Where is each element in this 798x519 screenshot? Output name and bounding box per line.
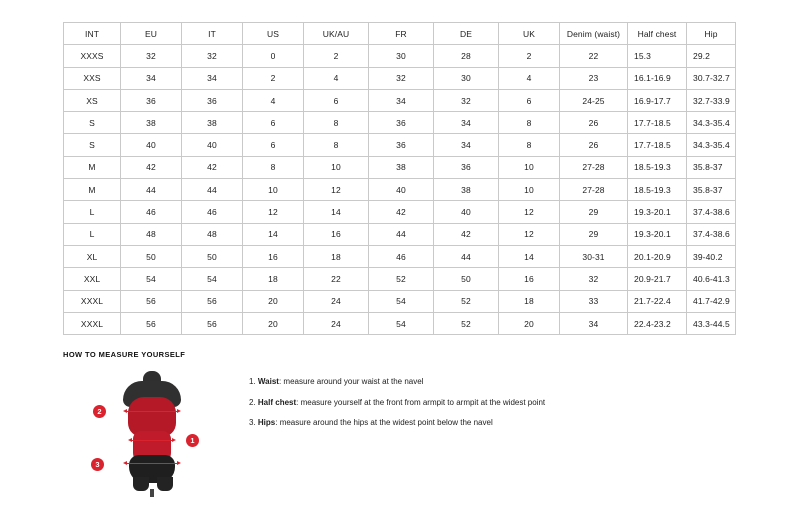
cell-eu: 48 xyxy=(121,223,182,245)
cell-half-chest: 21.7-22.4 xyxy=(628,290,687,312)
cell-denim-waist: 26 xyxy=(560,112,628,134)
hip-measure-arrow-icon xyxy=(126,463,178,464)
cell-uk-au: 8 xyxy=(304,134,369,156)
cell-uk-au: 10 xyxy=(304,156,369,178)
mannequin-torso-icon xyxy=(121,371,183,489)
cell-de: 42 xyxy=(434,223,499,245)
cell-int: L xyxy=(64,223,121,245)
cell-fr: 34 xyxy=(369,89,434,111)
cell-it: 42 xyxy=(182,156,243,178)
cell-de: 52 xyxy=(434,312,499,334)
cell-us: 10 xyxy=(243,179,304,201)
cell-de: 28 xyxy=(434,45,499,67)
cell-half-chest: 19.3-20.1 xyxy=(628,201,687,223)
list-item xyxy=(249,418,545,428)
cell-int: XXXL xyxy=(64,312,121,334)
cell-de: 30 xyxy=(434,67,499,89)
mannequin-leg-right xyxy=(157,477,173,491)
step-term: Half chest xyxy=(257,397,297,407)
waist-measure-arrow-icon xyxy=(131,440,173,441)
mannequin-figure xyxy=(63,367,243,497)
size-table-container xyxy=(63,22,735,335)
half-chest-measure-arrow-icon xyxy=(126,411,178,412)
cell-eu: 44 xyxy=(121,179,182,201)
badge-half-chest: 2 xyxy=(93,405,106,418)
cell-int: M xyxy=(64,156,121,178)
column-header-fr: FR xyxy=(369,23,434,45)
cell-denim-waist: 24-25 xyxy=(560,89,628,111)
cell-fr: 54 xyxy=(369,312,434,334)
cell-denim-waist: 29 xyxy=(560,201,628,223)
cell-fr: 36 xyxy=(369,134,434,156)
cell-uk: 6 xyxy=(499,89,560,111)
cell-it: 56 xyxy=(182,290,243,312)
cell-uk-au: 16 xyxy=(304,223,369,245)
cell-uk: 4 xyxy=(499,67,560,89)
cell-it: 56 xyxy=(182,312,243,334)
cell-denim-waist: 34 xyxy=(560,312,628,334)
cell-uk-au: 6 xyxy=(304,89,369,111)
step-number: 2. xyxy=(249,397,256,407)
column-header-de: DE xyxy=(434,23,499,45)
column-header-int: INT xyxy=(64,23,121,45)
cell-us: 20 xyxy=(243,312,304,334)
cell-half-chest: 19.3-20.1 xyxy=(628,223,687,245)
size-table-head xyxy=(64,23,736,45)
step-term: Waist xyxy=(257,377,279,386)
table-row xyxy=(64,67,736,89)
cell-hip: 32.7-33.9 xyxy=(687,89,736,111)
cell-hip: 43.3-44.5 xyxy=(687,312,736,334)
cell-hip: 37.4-38.6 xyxy=(687,201,736,223)
cell-uk: 8 xyxy=(499,112,560,134)
column-header-denim-waist: Denim (waist) xyxy=(560,23,628,45)
cell-de: 34 xyxy=(434,134,499,156)
table-row xyxy=(64,112,736,134)
cell-half-chest: 15.3 xyxy=(628,45,687,67)
cell-int: XS xyxy=(64,89,121,111)
cell-uk: 10 xyxy=(499,179,560,201)
cell-uk-au: 14 xyxy=(304,201,369,223)
cell-half-chest: 17.7-18.5 xyxy=(628,134,687,156)
measure-steps-list xyxy=(249,367,545,439)
table-row xyxy=(64,156,736,178)
cell-it: 50 xyxy=(182,245,243,267)
cell-int: XXL xyxy=(64,268,121,290)
size-table xyxy=(63,22,736,335)
cell-eu: 40 xyxy=(121,134,182,156)
column-header-uk: UK xyxy=(499,23,560,45)
cell-de: 40 xyxy=(434,201,499,223)
cell-it: 46 xyxy=(182,201,243,223)
column-header-hip: Hip xyxy=(687,23,736,45)
cell-uk-au: 22 xyxy=(304,268,369,290)
step-term: Hips xyxy=(257,418,276,428)
cell-denim-waist: 29 xyxy=(560,223,628,245)
table-row xyxy=(64,268,736,290)
cell-uk-au: 24 xyxy=(304,290,369,312)
cell-fr: 36 xyxy=(369,112,434,134)
cell-hip: 37.4-38.6 xyxy=(687,223,736,245)
cell-fr: 32 xyxy=(369,67,434,89)
cell-half-chest: 20.1-20.9 xyxy=(628,245,687,267)
cell-fr: 38 xyxy=(369,156,434,178)
badge-waist: 1 xyxy=(186,434,199,447)
cell-int: M xyxy=(64,179,121,201)
cell-uk-au: 12 xyxy=(304,179,369,201)
cell-half-chest: 20.9-21.7 xyxy=(628,268,687,290)
table-row xyxy=(64,134,736,156)
cell-half-chest: 16.9-17.7 xyxy=(628,89,687,111)
cell-uk-au: 2 xyxy=(304,45,369,67)
cell-denim-waist: 30-31 xyxy=(560,245,628,267)
cell-denim-waist: 22 xyxy=(560,45,628,67)
column-header-half-chest: Half chest xyxy=(628,23,687,45)
cell-eu: 34 xyxy=(121,67,182,89)
cell-eu: 46 xyxy=(121,201,182,223)
mannequin-leg-left xyxy=(133,477,149,491)
how-to-measure-section xyxy=(63,350,743,497)
cell-eu: 56 xyxy=(121,312,182,334)
cell-hip: 40.6-41.3 xyxy=(687,268,736,290)
cell-fr: 30 xyxy=(369,45,434,67)
cell-de: 32 xyxy=(434,89,499,111)
cell-us: 18 xyxy=(243,268,304,290)
cell-uk: 8 xyxy=(499,134,560,156)
cell-int: XXXL xyxy=(64,290,121,312)
table-row xyxy=(64,201,736,223)
cell-fr: 40 xyxy=(369,179,434,201)
how-to-measure-title: HOW TO MEASURE YOURSELF xyxy=(63,350,186,359)
cell-half-chest: 16.1-16.9 xyxy=(628,67,687,89)
cell-denim-waist: 27-28 xyxy=(560,156,628,178)
cell-uk-au: 18 xyxy=(304,245,369,267)
cell-hip: 35.8-37 xyxy=(687,179,736,201)
cell-eu: 38 xyxy=(121,112,182,134)
cell-fr: 42 xyxy=(369,201,434,223)
step-text: : measure yourself at the front from armpit to armpit at the widest point xyxy=(296,397,546,407)
cell-uk-au: 4 xyxy=(304,67,369,89)
table-row xyxy=(64,223,736,245)
cell-eu: 54 xyxy=(121,268,182,290)
cell-uk: 10 xyxy=(499,156,560,178)
cell-us: 20 xyxy=(243,290,304,312)
cell-half-chest: 17.7-18.5 xyxy=(628,112,687,134)
cell-uk-au: 8 xyxy=(304,112,369,134)
cell-it: 34 xyxy=(182,67,243,89)
cell-us: 14 xyxy=(243,223,304,245)
cell-de: 34 xyxy=(434,112,499,134)
cell-it: 36 xyxy=(182,89,243,111)
cell-it: 48 xyxy=(182,223,243,245)
cell-uk: 16 xyxy=(499,268,560,290)
table-row xyxy=(64,45,736,67)
cell-fr: 52 xyxy=(369,268,434,290)
cell-de: 36 xyxy=(434,156,499,178)
step-text: : measure around the hips at the widest point below the navel xyxy=(275,418,493,428)
cell-uk-au: 24 xyxy=(304,312,369,334)
cell-us: 16 xyxy=(243,245,304,267)
column-header-eu: EU xyxy=(121,23,182,45)
cell-int: S xyxy=(64,112,121,134)
cell-us: 6 xyxy=(243,134,304,156)
cell-hip: 34.3-35.4 xyxy=(687,112,736,134)
cell-it: 32 xyxy=(182,45,243,67)
cell-us: 6 xyxy=(243,112,304,134)
cell-us: 0 xyxy=(243,45,304,67)
table-row xyxy=(64,312,736,334)
cell-it: 54 xyxy=(182,268,243,290)
cell-uk: 2 xyxy=(499,45,560,67)
cell-hip: 41.7-42.9 xyxy=(687,290,736,312)
cell-fr: 54 xyxy=(369,290,434,312)
cell-hip: 29.2 xyxy=(687,45,736,67)
column-header-us: US xyxy=(243,23,304,45)
cell-it: 44 xyxy=(182,179,243,201)
step-number: 3. xyxy=(249,418,256,428)
badge-hips: 3 xyxy=(91,458,104,471)
cell-int: XXS xyxy=(64,67,121,89)
cell-denim-waist: 32 xyxy=(560,268,628,290)
cell-uk: 12 xyxy=(499,223,560,245)
cell-denim-waist: 23 xyxy=(560,67,628,89)
cell-de: 52 xyxy=(434,290,499,312)
table-row xyxy=(64,290,736,312)
cell-eu: 32 xyxy=(121,45,182,67)
cell-eu: 42 xyxy=(121,156,182,178)
cell-denim-waist: 26 xyxy=(560,134,628,156)
cell-us: 2 xyxy=(243,67,304,89)
table-header-row xyxy=(64,23,736,45)
step-number: 1. xyxy=(249,377,256,386)
cell-int: XL xyxy=(64,245,121,267)
cell-eu: 50 xyxy=(121,245,182,267)
table-row xyxy=(64,179,736,201)
cell-hip: 39-40.2 xyxy=(687,245,736,267)
step-text: : measure around your waist at the navel xyxy=(278,377,424,386)
cell-half-chest: 18.5-19.3 xyxy=(628,156,687,178)
list-item xyxy=(249,398,545,408)
column-header-uk-au: UK/AU xyxy=(304,23,369,45)
cell-eu: 56 xyxy=(121,290,182,312)
cell-int: L xyxy=(64,201,121,223)
cell-uk: 20 xyxy=(499,312,560,334)
cell-us: 8 xyxy=(243,156,304,178)
list-item xyxy=(249,377,545,387)
cell-hip: 35.8-37 xyxy=(687,156,736,178)
table-row xyxy=(64,245,736,267)
cell-denim-waist: 27-28 xyxy=(560,179,628,201)
cell-hip: 30.7-32.7 xyxy=(687,67,736,89)
cell-half-chest: 18.5-19.3 xyxy=(628,179,687,201)
cell-uk: 18 xyxy=(499,290,560,312)
cell-uk: 14 xyxy=(499,245,560,267)
cell-it: 38 xyxy=(182,112,243,134)
size-table-body xyxy=(64,45,736,335)
cell-de: 38 xyxy=(434,179,499,201)
cell-int: S xyxy=(64,134,121,156)
cell-de: 50 xyxy=(434,268,499,290)
cell-de: 44 xyxy=(434,245,499,267)
cell-hip: 34.3-35.4 xyxy=(687,134,736,156)
cell-uk: 12 xyxy=(499,201,560,223)
cell-half-chest: 22.4-23.2 xyxy=(628,312,687,334)
cell-int: XXXS xyxy=(64,45,121,67)
mannequin-stand xyxy=(150,489,154,497)
cell-denim-waist: 33 xyxy=(560,290,628,312)
cell-us: 4 xyxy=(243,89,304,111)
how-to-measure-body xyxy=(63,367,743,497)
cell-eu: 36 xyxy=(121,89,182,111)
cell-us: 12 xyxy=(243,201,304,223)
column-header-it: IT xyxy=(182,23,243,45)
table-row xyxy=(64,89,736,111)
cell-fr: 46 xyxy=(369,245,434,267)
cell-fr: 44 xyxy=(369,223,434,245)
cell-it: 40 xyxy=(182,134,243,156)
